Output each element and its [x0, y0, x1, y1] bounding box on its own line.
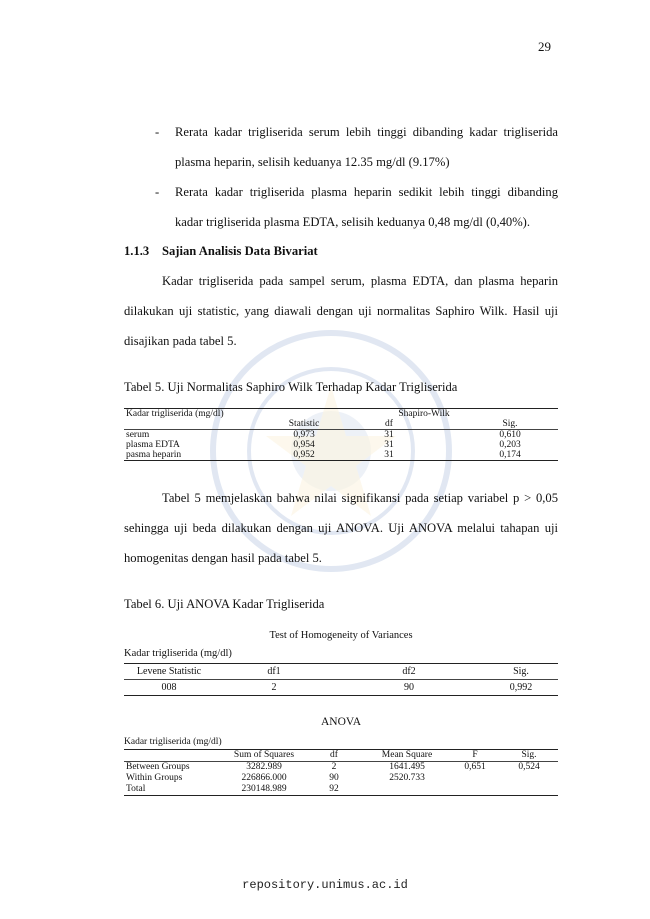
paragraph-line: Kadar trigliserida pada sampel serum, plasma EDTA, dan plasma heparin	[162, 274, 558, 288]
column-header	[124, 750, 224, 762]
table-row	[124, 784, 558, 796]
cell: 0,651	[464, 762, 486, 772]
row-label: Between Groups	[126, 762, 190, 772]
row-label: pasma heparin	[126, 450, 182, 460]
cell: 230148.989	[241, 784, 287, 794]
column-header: Statistic	[288, 419, 320, 429]
cell: 008	[161, 682, 177, 693]
cell: 0,524	[518, 762, 540, 772]
section-heading	[124, 244, 318, 259]
cell: 0,954	[293, 440, 315, 450]
cell: 226866.000	[241, 773, 287, 783]
row-label: Total	[126, 784, 146, 794]
table5-caption: Tabel 5. Uji Normalitas Saphiro Wilk Terhadap Kadar Trigliserida	[124, 380, 458, 394]
column-header: Sig.	[502, 419, 518, 429]
table-row	[124, 680, 558, 696]
table6-caption: Tabel 6. Uji ANOVA Kadar Trigliserida	[124, 597, 325, 611]
paragraph-line: sehingga uji beda dilakukan dengan uji ANOVA. Uji ANOVA melalui tahapan uji	[124, 521, 558, 535]
table-row	[124, 762, 558, 774]
cell: 0,992	[509, 682, 533, 693]
column-header: Sig.	[521, 750, 537, 760]
cell	[500, 784, 558, 796]
cell: 90	[329, 773, 339, 783]
anova-subtitle: Kadar trigliserida (mg/dl)	[124, 737, 222, 747]
table-row	[124, 430, 558, 441]
homogeneity-table	[124, 663, 558, 696]
homogeneity-title: Test of Homogeneity of Variances	[269, 630, 413, 641]
column-header: Mean Square	[381, 750, 433, 760]
bullet-line: kadar trigliserida plasma EDTA, selisih keduanya 0,48 mg/dl (0,40%).	[175, 215, 531, 229]
row-label: plasma EDTA	[126, 440, 180, 450]
cell: 0,973	[293, 430, 315, 440]
section-title: Sajian Analisis Data Bivariat	[162, 244, 318, 258]
column-header: Sum of Squares	[233, 750, 295, 760]
column-header: Levene Statistic	[136, 666, 202, 677]
table-row	[124, 773, 558, 784]
row-label: Within Groups	[126, 773, 183, 783]
column-header: df	[330, 750, 338, 760]
row-label: serum	[126, 430, 150, 440]
column-header: df1	[267, 666, 281, 677]
cell: 31	[384, 430, 394, 440]
page-number: 29	[538, 39, 551, 54]
bullet-dash: -	[155, 185, 160, 199]
table-row	[124, 450, 558, 461]
column-header: df	[385, 419, 393, 429]
cell: 2520.733	[389, 773, 425, 783]
cell: 0,174	[499, 450, 521, 460]
cell: 1641.495	[389, 762, 425, 772]
cell: 2	[331, 762, 337, 772]
column-header: Sig.	[513, 666, 529, 677]
table-group-header: Shapiro-Wilk	[398, 409, 450, 419]
cell: 92	[329, 784, 339, 794]
column-header: F	[472, 750, 478, 760]
table-row-header: Kadar trigliserida (mg/dl)	[126, 409, 224, 419]
cell: 0,203	[499, 440, 521, 450]
bullet-line: Rerata kadar trigliserida serum lebih tinggi dibanding kadar trigliserida	[175, 125, 558, 139]
bullet-line: plasma heparin, selisih keduanya 12.35 mg/dl (9.17%)	[175, 155, 450, 169]
paragraph-line: homogenitas dengan hasil pada tabel 5.	[124, 551, 322, 565]
column-header: df2	[402, 666, 416, 677]
anova-title: ANOVA	[320, 716, 362, 728]
cell	[450, 773, 500, 784]
cell: 2	[271, 682, 277, 693]
cell: 31	[384, 440, 394, 450]
cell: 0,952	[293, 450, 315, 460]
homogeneity-subtitle: Kadar trigliserida (mg/dl)	[124, 648, 232, 659]
anova-table	[124, 749, 558, 796]
table-row	[124, 440, 558, 450]
cell	[364, 784, 450, 796]
section-number: 1.1.3	[124, 244, 150, 258]
cell	[450, 784, 500, 796]
paragraph-line: dilakukan uji statistic, yang diawali dengan uji normalitas Saphiro Wilk. Hasil uji	[124, 304, 558, 318]
cell: 90	[404, 682, 414, 693]
repository-footer: repository.unimus.ac.id	[242, 878, 408, 892]
paragraph-line: disajikan pada tabel 5.	[124, 334, 237, 348]
cell	[500, 773, 558, 784]
bullet-dash: -	[155, 125, 160, 139]
cell: 3282.989	[246, 762, 282, 772]
normality-table	[124, 408, 558, 461]
bullet-line: Rerata kadar trigliserida plasma heparin sedikit lebih tinggi dibanding	[175, 185, 558, 199]
cell: 0,610	[499, 430, 521, 440]
cell: 31	[384, 450, 394, 460]
paragraph-line: Tabel 5 memjelaskan bahwa nilai signifikansi pada setiap variabel p > 0,05	[162, 491, 558, 505]
